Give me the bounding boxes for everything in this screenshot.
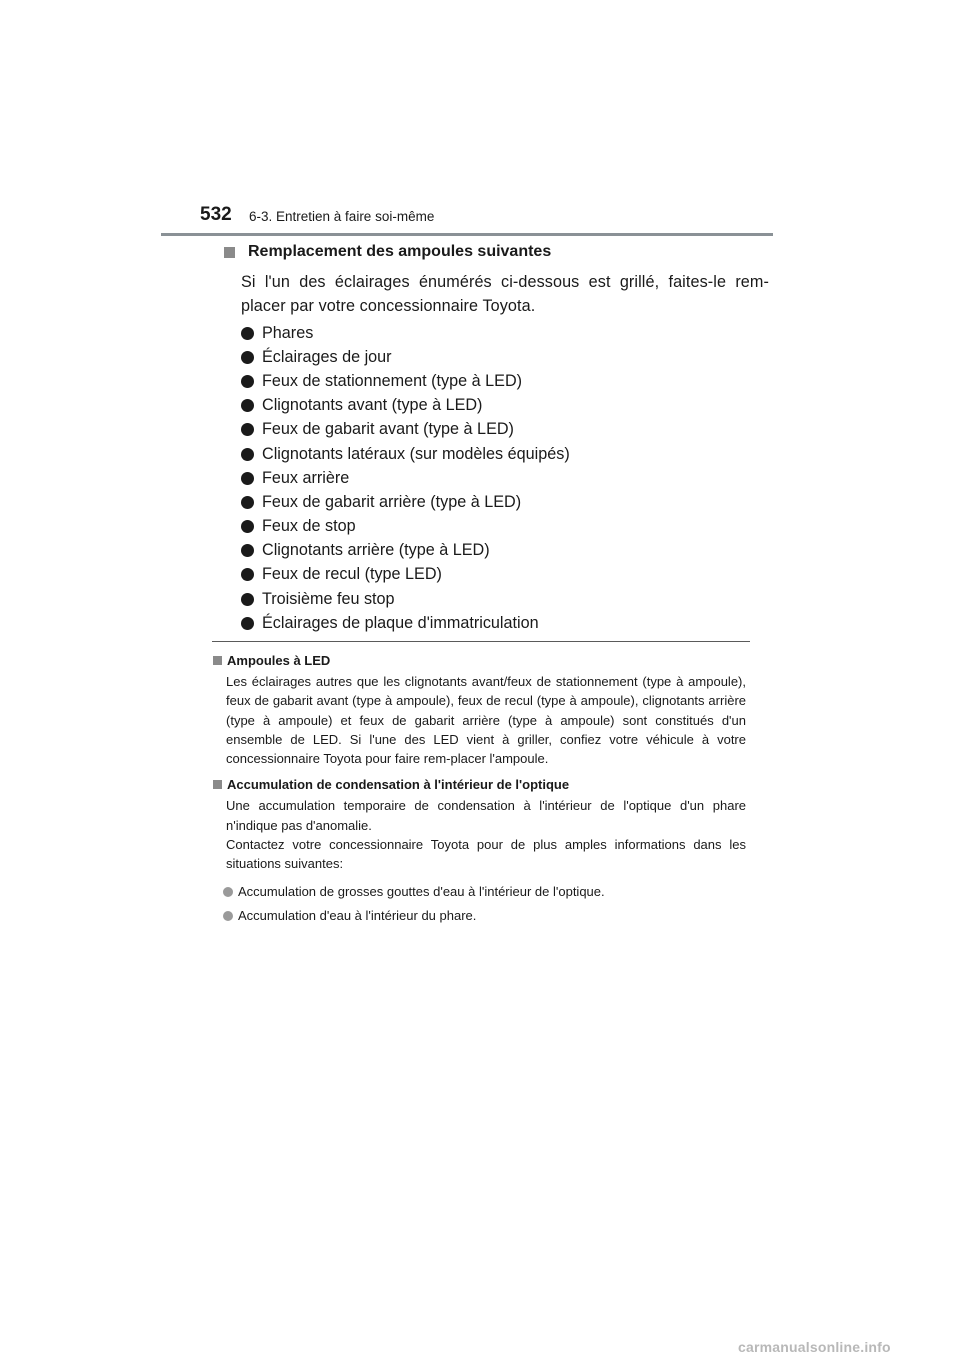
notes-section [212,650,746,934]
list-item-text: Accumulation d'eau à l'intérieur du phare. [238,908,477,924]
bullet-dot-icon [241,448,254,461]
section-title: 6-3. Entretien à faire soi-même [249,209,435,224]
bullet-dot-icon [241,544,254,557]
list-item-text: Accumulation de grosses gouttes d'eau à l'intérieur de l'optique. [238,884,605,900]
note-led [212,650,746,768]
list-item [241,418,750,442]
list-item [223,880,746,904]
list-item-text: Feux de gabarit avant (type à LED) [262,420,514,439]
watermark: carmanualsonline.info [738,1339,891,1355]
list-item-text: Clignotants arrière (type à LED) [262,541,490,560]
note-condensation [212,774,746,927]
note-paragraph: Contactez votre concessionnaire Toyota pour de plus amples informations dans les situations suivantes: [226,837,746,872]
list-item-text: Feux de stationnement (type à LED) [262,371,523,390]
note-heading-text: Accumulation de condensation à l'intérieur de l'optique [227,776,570,792]
list-item-text: Éclairages de plaque d'immatriculation [262,613,539,632]
square-bullet-icon [224,247,235,258]
list-item-text: Éclairages de jour [262,347,392,366]
bullet-dot-icon [241,375,254,388]
bullet-dot-icon [241,472,254,485]
bullet-dot-icon [241,351,254,364]
intro-paragraph: Si l'un des éclairages énumérés ci-dessous est grillé, faites-le rem-placer par votre concessionnaire Toyota. [241,273,769,315]
list-item [241,490,750,514]
list-item [241,369,750,393]
list-item-text: Phares [262,323,314,342]
note-heading [212,774,746,794]
heading-text: Remplacement des ampoules suivantes [248,243,552,260]
header-rule [161,233,773,236]
list-item [241,466,750,490]
bullet-dot-icon [241,617,254,630]
bullet-dot-icon [241,327,254,340]
bullet-dot-icon [241,568,254,581]
main-section [220,240,769,635]
list-item [241,539,750,563]
list-item [241,563,750,587]
list-item [241,611,750,635]
list-item-text: Feux de gabarit arrière (type à LED) [262,492,522,511]
bullet-dot-icon [241,399,254,412]
list-item [241,321,750,345]
note-paragraph: Les éclairages autres que les clignotants avant/feux de stationnement (type à ampoule), feux de gabarit avant (type à ampoule), feux de recul (type à ampoule), clignotants arrière (type à ampoule) et feux de gabarit arrière (type à ampoule) sont constitués d'un ensemble de LED. Si l'une des LED vient à griller, confiez votre véhicule à votre concessionnaire Toyota pour faire rem-placer l'ampoule. [226,674,746,767]
bullet-dot-icon [241,593,254,606]
bullet-dot-icon [223,911,233,921]
list-item-text: Troisième feu stop [262,589,395,608]
list-item [223,904,746,928]
list-item [241,394,750,418]
section-heading [220,240,750,264]
section-divider [212,641,750,642]
list-item-text: Feux arrière [262,468,350,487]
condensation-list [223,880,746,928]
square-bullet-icon [213,656,222,665]
note-heading [212,650,746,670]
bullet-dot-icon [241,496,254,509]
list-item [241,515,750,539]
bulb-list [241,321,750,635]
square-bullet-icon [213,780,222,789]
note-paragraph: Une accumulation temporaire de condensation à l'intérieur de l'optique d'un phare n'indique pas d'anomalie. [226,798,746,833]
list-item [241,345,750,369]
bullet-dot-icon [241,520,254,533]
page-header [0,0,960,240]
list-item [241,442,750,466]
bullet-dot-icon [241,423,254,436]
list-item-text: Feux de stop [262,517,356,536]
list-item-text: Clignotants avant (type à LED) [262,396,483,415]
list-item-text: Clignotants latéraux (sur modèles équipés) [262,444,570,463]
list-item [241,587,750,611]
bullet-dot-icon [223,887,233,897]
page-number: 532 [200,204,232,225]
note-heading-text: Ampoules à LED [227,652,331,668]
list-item-text: Feux de recul (type LED) [262,565,442,584]
